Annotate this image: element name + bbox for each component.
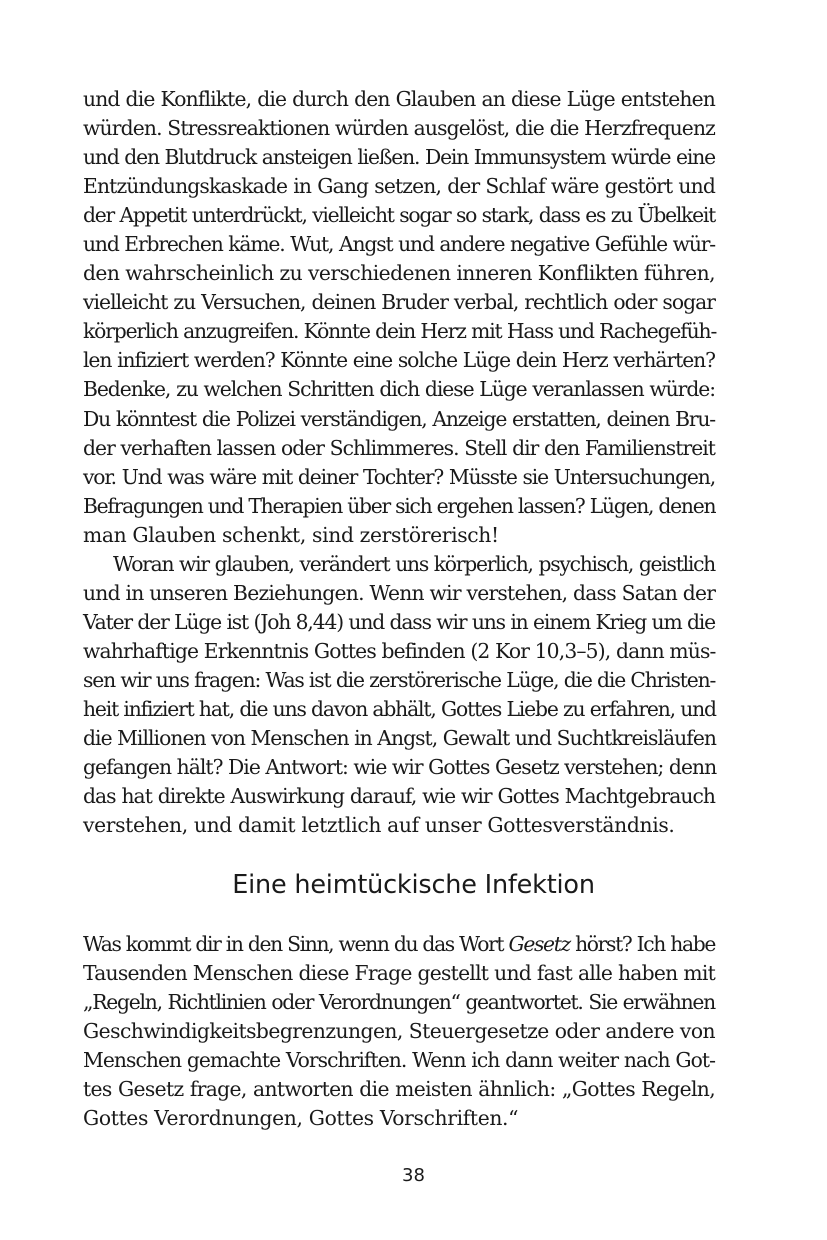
text-line: Entzündungskaskade in Gang setzen, der Schlaf wäre gestört und (83, 174, 715, 199)
text-line: vielleicht zu Versuchen, deinen Bruder verbal, rechtlich oder sogar (83, 290, 715, 315)
text-line: Du könntest die Polizei verständigen, Anzeige erstatten, deinen Bru- (83, 406, 715, 431)
text-line: Vater der Lüge ist (Joh 8,44) und dass wir uns in einem Krieg um die (83, 610, 715, 635)
paragraph-belief (83, 550, 715, 840)
text-line: Geschwindigkeitsbegrenzungen, Steuergesetze oder andere von (83, 1019, 715, 1044)
text-line: das hat direkte Auswirkung darauf, wie wir Gottes Machtgebrauch (83, 784, 715, 809)
section-heading: Eine heimtückische Infektion (232, 870, 595, 900)
text-line: Woran wir glauben, verändert uns körperlich, psychisch, geistlich (113, 552, 715, 576)
text-line: Gottes Verordnungen, Gottes Vorschriften.“ (83, 1106, 519, 1131)
paragraph-law (83, 930, 715, 1133)
text-line: sen wir uns fragen: Was ist die zerstörerische Lüge, die die Christen- (83, 668, 716, 693)
text-line: körperlich anzugreifen. Könnte dein Herz mit Hass und Rachegefüh- (83, 319, 717, 344)
text-line: der Appetit unterdrückt, vielleicht sogar so stark, dass es zu Übelkeit (83, 203, 715, 228)
text-line: heit infiziert hat, die uns davon abhält, Gottes Liebe zu erfahren, und (83, 697, 716, 722)
text-line: und Erbrechen käme. Wut, Angst und andere negative Gefühle wür- (83, 232, 715, 257)
paragraph-continued (83, 85, 715, 550)
text-line: Menschen gemachte Vorschriften. Wenn ich dann weiter nach Got- (83, 1048, 715, 1073)
text-line: der verhaften lassen oder Schlimmeres. Stell dir den Familienstreit (83, 435, 715, 460)
text-line: verstehen, und damit letztlich auf unser Gottesverständnis. (83, 813, 675, 838)
text-line: gefangen hält? Die Antwort: wie wir Gottes Gesetz verstehen; denn (83, 755, 717, 780)
text-line: Tausenden Menschen diese Frage gestellt und fast alle haben mit (83, 961, 715, 986)
italic-word: Gesetz (508, 932, 570, 956)
text-line: Befragungen und Therapien über sich ergehen lassen? Lügen, denen (83, 493, 716, 518)
text-segment: hörst? Ich habe (569, 932, 715, 956)
text-line: den wahrscheinlich zu verschiedenen inneren Konflikten führen, (83, 261, 716, 286)
text-line: und die Konflikte, die durch den Glauben an diese Lüge entstehen (83, 87, 715, 111)
text-line: man Glauben schenkt, sind zerstörerisch! (83, 522, 499, 547)
text-line: vor. Und was wäre mit deiner Tochter? Müsste sie Untersuchungen, (83, 464, 715, 489)
text-line: tes Gesetz frage, antworten die meisten ähnlich: „Gottes Regeln, (83, 1077, 715, 1102)
text-line: und in unseren Beziehungen. Wenn wir verstehen, dass Satan der (83, 581, 716, 606)
text-line: „Regeln, Richtlinien oder Verordnungen“ geantwortet. Sie erwähnen (83, 990, 715, 1015)
text-line: len infiziert werden? Könnte eine solche Lüge dein Herz verhärten? (83, 348, 715, 373)
page-number: 38 (402, 1165, 425, 1186)
text-line (83, 930, 715, 959)
text-segment: Was kommt dir in den Sinn, wenn du das Wort (83, 932, 509, 956)
text-line: Bedenke, zu welchen Schritten dich diese Lüge veranlassen würde: (83, 377, 715, 402)
text-line: würden. Stressreaktionen würden ausgelöst, die die Herzfrequenz (83, 116, 715, 141)
text-line: und den Blutdruck ansteigen ließen. Dein Immunsystem würde eine (83, 145, 715, 170)
text-line: die Millionen von Menschen in Angst, Gewalt und Suchtkreisläufen (83, 726, 717, 751)
text-line: wahrhaftige Erkenntnis Gottes befinden (2 Kor 10,3–5), dann müs- (83, 639, 716, 664)
